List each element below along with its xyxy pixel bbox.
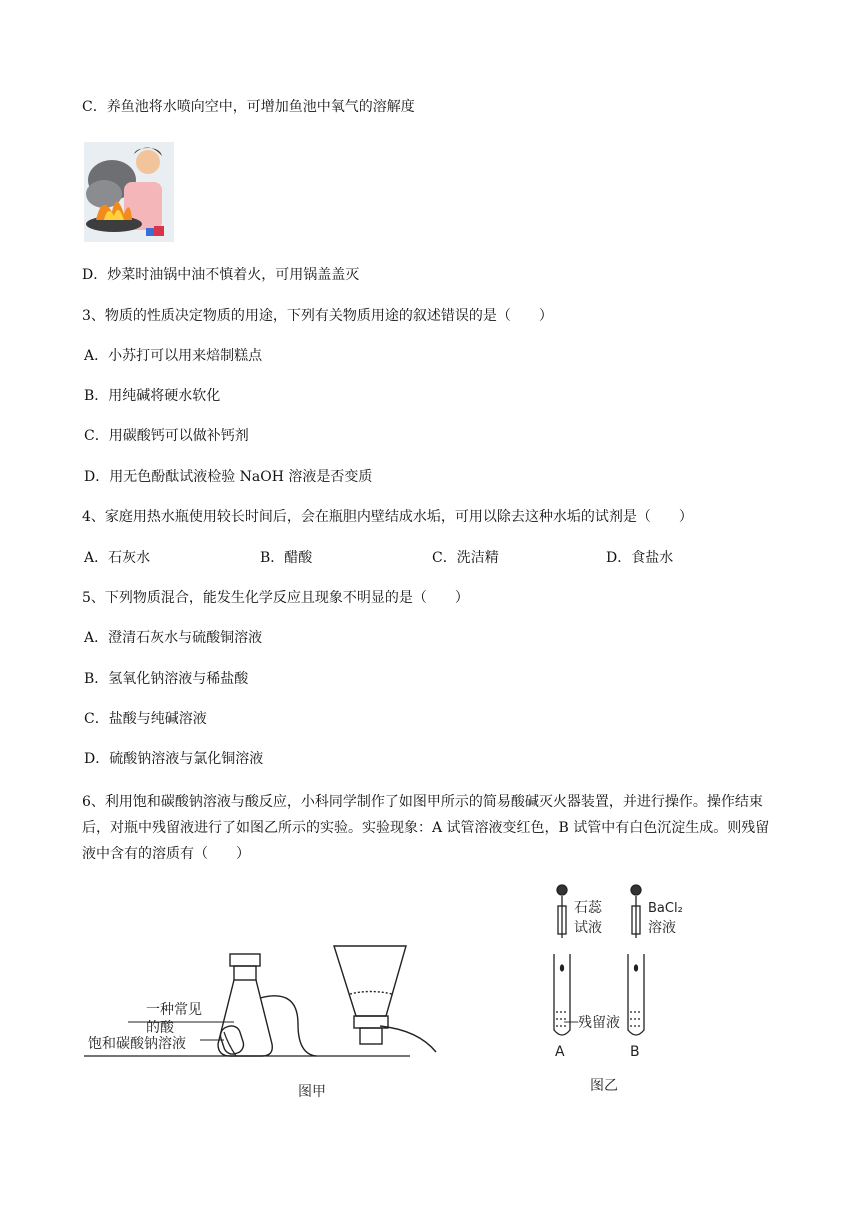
q2-option-c: C．养鱼池将水喷向空中，可增加鱼池中氧气的溶解度 [82, 99, 415, 115]
label-litmus-line1: 石蕊 [574, 900, 602, 916]
q4-option-d: D．食盐水 [606, 550, 674, 566]
figure-yi-dropper-a [557, 885, 567, 938]
kitchen-fire-illustration [84, 142, 174, 242]
q4-option-b: B．醋酸 [260, 550, 313, 566]
q5-stem: 5、下列物质混合，能发生化学反应且现象不明显的是（ ） [82, 590, 469, 606]
figure-jia-upright-flask [218, 954, 316, 1056]
experiment-figure [84, 876, 704, 1106]
label-tube-b: B [630, 1044, 640, 1060]
label-saturated-solution: 饱和碳酸钠溶液 [88, 1036, 186, 1052]
label-bacl2-line2: 溶液 [648, 920, 676, 936]
q3-option-d: D．用无色酚酞试液检验 NaOH 溶液是否变质 [84, 469, 373, 485]
label-litmus-line2: 试液 [574, 920, 602, 936]
figure-yi-tube-b [628, 954, 644, 1035]
q3-option-b: B．用纯碱将硬水软化 [84, 388, 221, 404]
q5-option-b: B．氢氧化钠溶液与稀盐酸 [84, 671, 249, 687]
label-acid-line2: 的酸 [146, 1020, 174, 1036]
label-tube-a: A [555, 1044, 565, 1060]
q3-option-a: A．小苏打可以用来焙制糕点 [84, 348, 263, 364]
q6-stem: 6、利用饱和碳酸钠溶液与酸反应，小科同学制作了如图甲所示的简易酸碱灭火器装置，并进行操作。操作结束后，对瓶中残留液进行了如图乙所示的实验。实验现象：A 试管溶液变红色，B 试管中有白色沉淀生成。则残留液中含有的溶质有（ ） [82, 794, 770, 862]
q5-option-c: C．盐酸与纯碱溶液 [84, 711, 207, 727]
figure-yi-dropper-b [631, 885, 641, 938]
caption-jia: 图甲 [298, 1084, 326, 1100]
q3-stem: 3、物质的性质决定物质的用途，下列有关物质用途的叙述错误的是（ ） [82, 308, 553, 324]
q3-option-c: C．用碳酸钙可以做补钙剂 [84, 428, 249, 444]
q5-option-a: A．澄清石灰水与硫酸铜溶液 [84, 630, 263, 646]
figure-yi-tube-a [554, 954, 570, 1035]
q2-option-d: D．炒菜时油锅中油不慎着火，可用锅盖盖灭 [82, 267, 360, 283]
label-acid-line1: 一种常见 [146, 1002, 202, 1018]
q5-option-d: D．硫酸钠溶液与氯化铜溶液 [84, 751, 264, 767]
q4-option-a: A．石灰水 [84, 550, 151, 566]
label-bacl2-line1: BaCl₂ [648, 901, 683, 916]
label-residue: 残留液 [578, 1015, 620, 1031]
caption-yi: 图乙 [590, 1078, 618, 1094]
q4-option-c: C．洗洁精 [432, 550, 499, 566]
q4-stem: 4、家庭用热水瓶使用较长时间后，会在瓶胆内壁结成水垢，可用以除去这种水垢的试剂是（ ） [82, 509, 693, 525]
